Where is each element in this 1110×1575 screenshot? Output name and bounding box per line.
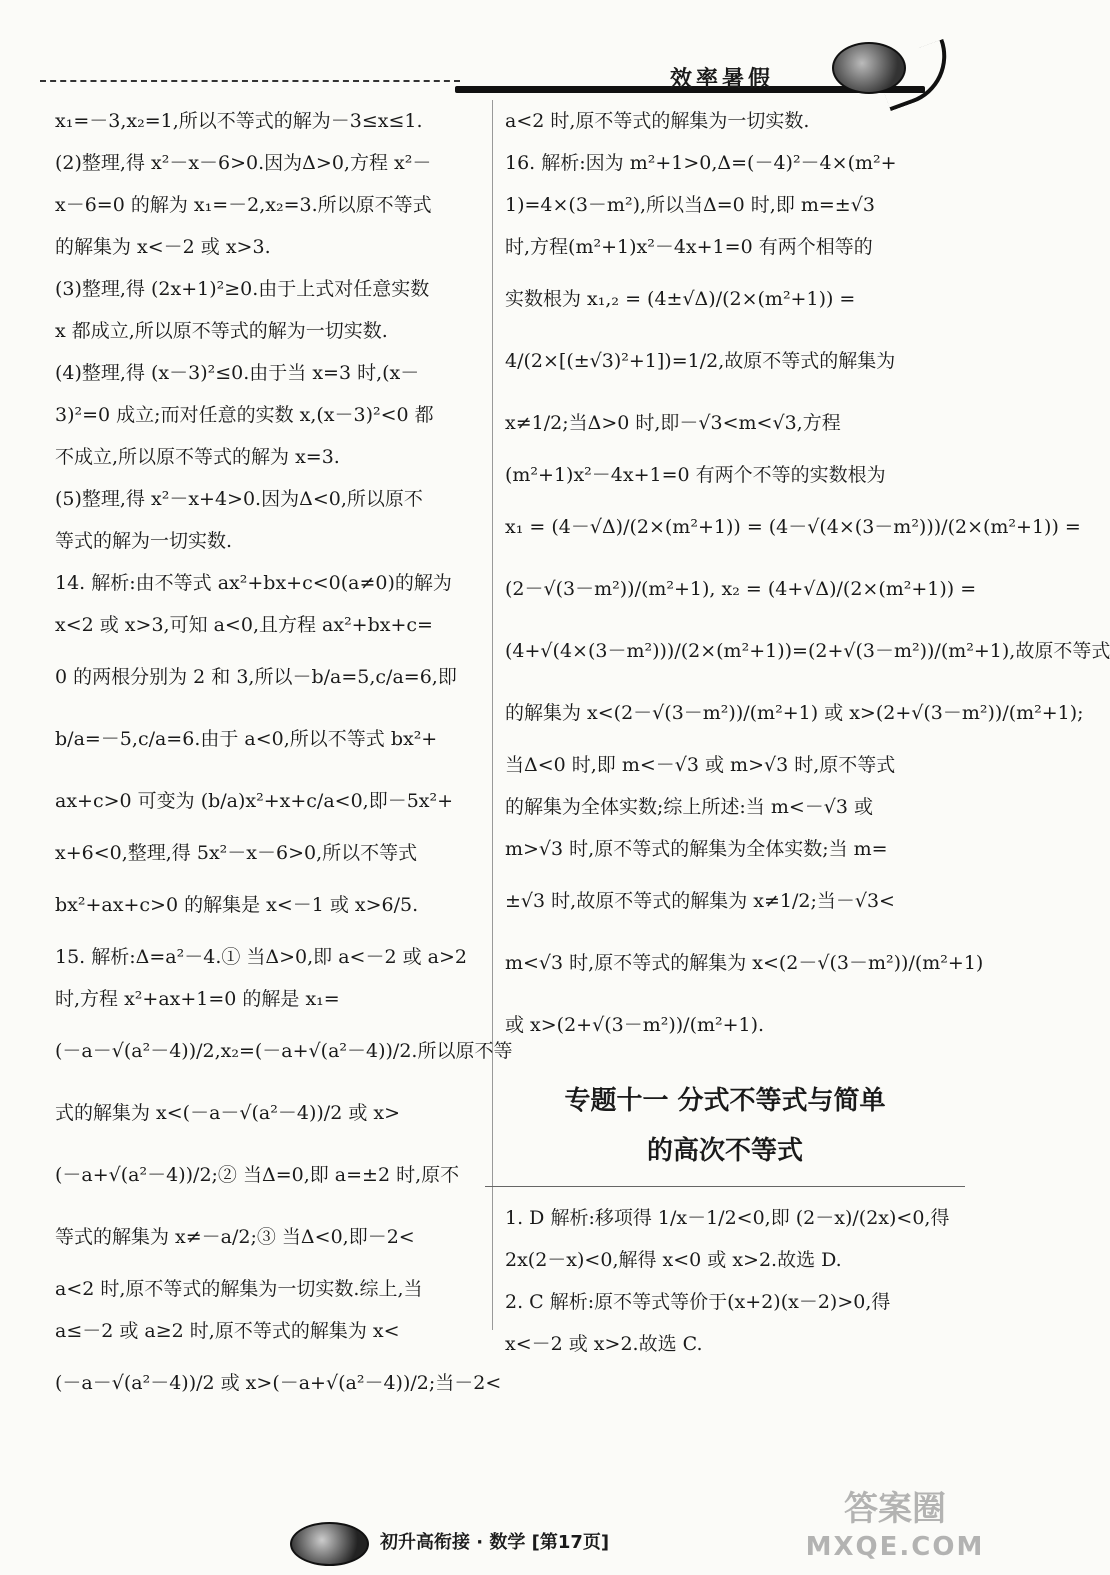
text-line: 2. C 解析:原不等式等价于(x+2)(x－2)>0,得 (505, 1291, 891, 1313)
text-line: a<2 时,原不等式的解集为一切实数. (505, 110, 810, 132)
text-line: 等式的解为一切实数. (55, 530, 233, 552)
column-divider (492, 100, 493, 1330)
text-line: (4+√(4×(3－m²)))/(2×(m²+1))=(2+√(3－m²))/(m²+1),故原不等式 (505, 640, 1110, 662)
right-text (505, 100, 1110, 1056)
text-line: 1)=4×(3－m²),所以当Δ=0 时,即 m=±√3 (505, 194, 875, 216)
text-line: 的解集为 x<－2 或 x>3. (55, 236, 271, 258)
left-column (55, 100, 513, 1414)
text-line: 当Δ<0 时,即 m<－√3 或 m>√3 时,原不等式 (505, 754, 896, 776)
right-column (505, 100, 1110, 1365)
footer-logo-icon (290, 1522, 369, 1566)
text-line: ax+c>0 可变为 (b/a)x²+x+c/a<0,即－5x²+ (55, 790, 454, 812)
section-rule (485, 1186, 965, 1187)
text-line: (2－√(3－m²))/(m²+1), x₂ = (4+√Δ)/(2×(m²+1)) = (505, 578, 977, 600)
text-line: 时,方程(m²+1)x²－4x+1=0 有两个相等的 (505, 236, 873, 258)
watermark-title: 答案圈 (844, 1489, 946, 1529)
text-line: (m²+1)x²－4x+1=0 有两个不等的实数根为 (505, 464, 886, 486)
text-line: 15. 解析:Δ=a²－4.① 当Δ>0,即 a<－2 或 a>2 (55, 946, 467, 968)
text-line: 3)²=0 成立;而对任意的实数 x,(x－3)²<0 都 (55, 404, 434, 426)
text-line: 的解集为全体实数;综上所述:当 m<－√3 或 (505, 796, 874, 818)
text-line: 式的解集为 x<(－a－√(a²－4))/2 或 x> (55, 1102, 400, 1124)
text-line: x<2 或 x>3,可知 a<0,且方程 ax²+bx+c= (55, 614, 433, 636)
text-line: 不成立,所以原不等式的解为 x=3. (55, 446, 340, 468)
text-line: x<－2 或 x>2.故选 C. (505, 1333, 703, 1355)
page-footer (290, 1520, 710, 1560)
text-line: 的解集为 x<(2－√(3－m²))/(m²+1) 或 x>(2+√(3－m²))/(m²+1); (505, 702, 1084, 724)
text-line: x₁ = (4－√Δ)/(2×(m²+1)) = (4－√(4×(3－m²)))/(2×(m²+1)) = (505, 516, 1081, 538)
text-line: (－a－√(a²－4))/2 或 x>(－a+√(a²－4))/2;当－2< (55, 1372, 502, 1394)
page-header (0, 0, 1000, 110)
text-line: x+6<0,整理,得 5x²－x－6>0,所以不等式 (55, 842, 418, 864)
header-dashed-rule (40, 80, 460, 82)
text-line: x≠1/2;当Δ>0 时,即－√3<m<√3,方程 (505, 412, 841, 434)
text-line: m<√3 时,原不等式的解集为 x<(2－√(3－m²))/(m²+1) (505, 952, 984, 974)
text-line: b/a=－5,c/a=6.由于 a<0,所以不等式 bx²+ (55, 728, 438, 750)
section-title-line2: 的高次不等式 (646, 1136, 803, 1166)
text-line: x₁=－3,x₂=1,所以不等式的解为－3≤x≤1. (55, 110, 423, 132)
text-line: x 都成立,所以原不等式的解为一切实数. (55, 320, 388, 342)
text-line: 等式的解集为 x≠－a/2;③ 当Δ<0,即－2< (55, 1226, 415, 1248)
text-line: ±√3 时,故原不等式的解集为 x≠1/2;当－√3< (505, 890, 895, 912)
watermark (800, 1490, 990, 1566)
answers-list (505, 1197, 950, 1365)
text-line: x－6=0 的解为 x₁=－2,x₂=3.所以原不等式 (55, 194, 432, 216)
text-line: bx²+ax+c>0 的解集是 x<－1 或 x>6/5. (55, 894, 419, 916)
text-line: (－a+√(a²－4))/2;② 当Δ=0,即 a=±2 时,原不 (55, 1164, 460, 1186)
text-line: a<2 时,原不等式的解集为一切实数.综上,当 (55, 1278, 423, 1300)
text-line: 14. 解析:由不等式 ax²+bx+c<0(a≠0)的解为 (55, 572, 452, 594)
text-line: (3)整理,得 (2x+1)²≥0.由于上式对任意实数 (55, 278, 430, 300)
text-line: (－a－√(a²－4))/2,x₂=(－a+√(a²－4))/2.所以原不等 (55, 1040, 513, 1062)
text-line: 4/(2×[(±√3)²+1])=1/2,故原不等式的解集为 (505, 350, 896, 372)
text-line: (2)整理,得 x²－x－6>0.因为Δ>0,方程 x²－ (55, 152, 432, 174)
text-line: 0 的两根分别为 2 和 3,所以－b/a=5,c/a=6,即 (55, 666, 457, 688)
section-title (505, 1076, 945, 1176)
text-line: 时,方程 x²+ax+1=0 的解是 x₁= (55, 988, 340, 1010)
text-line: 1. D 解析:移项得 1/x－1/2<0,即 (2－x)/(2x)<0,得 (505, 1207, 950, 1229)
text-line: a≤－2 或 a≥2 时,原不等式的解集为 x< (55, 1320, 400, 1342)
text-line: m>√3 时,原不等式的解集为全体实数;当 m= (505, 838, 888, 860)
text-line: 2x(2－x)<0,解得 x<0 或 x>2.故选 D. (505, 1249, 842, 1271)
section-title-line1: 专题十一 分式不等式与简单 (564, 1086, 886, 1116)
text-line: 16. 解析:因为 m²+1>0,Δ=(－4)²－4×(m²+ (505, 152, 897, 174)
text-line: (4)整理,得 (x－3)²≤0.由于当 x=3 时,(x－ (55, 362, 420, 384)
text-line: 或 x>(2+√(3－m²))/(m²+1). (505, 1014, 765, 1036)
watermark-url: MXQE.COM (805, 1532, 985, 1562)
header-title: 效率暑假 (670, 67, 775, 92)
text-line: 实数根为 x₁,₂ = (4±√Δ)/(2×(m²+1)) = (505, 288, 856, 310)
footer-text: 初升高衔接 · 数学 [第17页] (380, 1532, 610, 1553)
text-line: (5)整理,得 x²－x+4>0.因为Δ<0,所以原不 (55, 488, 423, 510)
